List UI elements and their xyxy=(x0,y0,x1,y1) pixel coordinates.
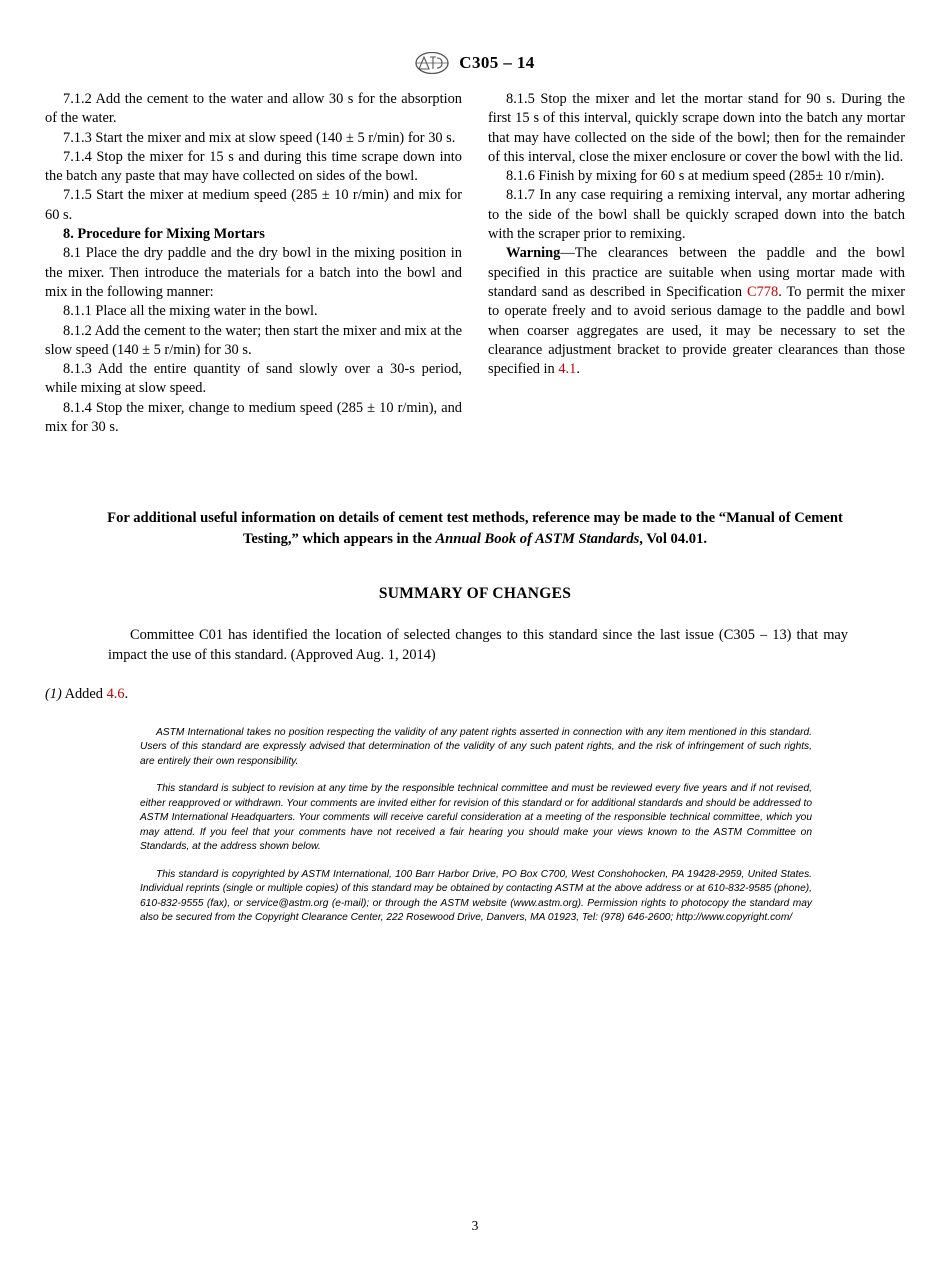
legal-copyright-paragraph: This standard is copyrighted by ASTM International, 100 Barr Harbor Drive, PO Box C700, West Conshohocken, PA 19428-2959, United States. Individual reprints (single or multiple copies) of this standard may be obtained by contacting ASTM at the above address or at 610-832-9585 (phone), 610-832-9555 (fax), or service@astm.org (e-mail); or through the ASTM website (www.astm.org). Permission rights to photocopy the standard may also be secured from the Copyright Clearance Center, 222 Rosewood Drive, Danvers, MA 01923, Tel: (978) 646-2600; http://www.copyright.com/ xyxy=(140,868,812,924)
link-4-1[interactable]: 4.1 xyxy=(558,361,577,378)
summary-of-changes-item xyxy=(45,686,745,703)
paragraph-7-1-5: 7.1.5 Start the mixer at medium speed (285 ± 10 r/min) and mix for 60 s. xyxy=(45,187,462,223)
summary-of-changes-title: SUMMARY OF CHANGES xyxy=(378,585,572,602)
addnote-italic-title: Annual Book of ASTM Standards xyxy=(435,530,640,547)
summary-of-changes-body xyxy=(108,626,848,666)
paragraph-8-1-7: 8.1.7 In any case requiring a remixing interval, any mortar adhering to the side of the bowl shall be quickly scraped down into the batch with the scraper prior to remixing. xyxy=(488,187,905,243)
paragraph-7-1-2: 7.1.2 Add the cement to the water and allow 30 s for the absorption of the water. xyxy=(45,91,462,127)
summary-of-changes-paragraph: Committee C01 has identified the location of selected changes to this standard since the last issue (C305 – 13) that may impact the use of this standard. (Approved Aug. 1, 2014) xyxy=(108,627,848,663)
section-8-heading: 8. Procedure for Mixing Mortars xyxy=(63,226,265,243)
additional-information-note xyxy=(45,508,905,549)
paragraph-8-1-3: 8.1.3 Add the entire quantity of sand slowly over a 30-s period, while mixing at slow speed. xyxy=(45,361,462,397)
paragraph-8-1-2: 8.1.2 Add the cement to the water; then start the mixer and mix at the slow speed (140 ± 5 r/min) for 30 s. xyxy=(45,322,462,358)
legal-revision-paragraph: This standard is subject to revision at any time by the responsible technical committee and must be reviewed every five years and if not revised, either reapproved or withdrawn. Your comments are invited either for revision of this standard or for additional standards and should be addressed to ASTM International Headquarters. Your comments will receive careful consideration at a meeting of the responsible technical committee, which you may attend. If you feel that your comments have not received a fair hearing you should make your views known to the ASTM Committee on Standards, at the address shown below. xyxy=(140,783,812,853)
legal-notices xyxy=(140,726,812,939)
warning-text-1: —The clearances between the paddle and the bowl specified in this practice are suitable when using mortar made with standard sand as described in Specification xyxy=(488,245,905,300)
addnote-line1: For additional useful information on details of cement test methods, reference may be made to the “Manual of Cement xyxy=(107,510,843,526)
right-column xyxy=(488,90,905,437)
astm-logo xyxy=(415,52,449,74)
standard-designation: C305 – 14 xyxy=(459,53,535,72)
body-columns xyxy=(45,90,905,437)
link-c778[interactable]: C778 xyxy=(747,283,779,300)
paragraph-8-1: 8.1 Place the dry paddle and the dry bowl in the mixing position in the mixer. Then introduce the materials for a batch into the bowl and mix in the following manner: xyxy=(45,245,462,300)
soc-item-text-b: . xyxy=(124,686,129,702)
warning-label: Warning xyxy=(506,245,561,262)
paragraph-7-1-3: 7.1.3 Start the mixer and mix at slow speed (140 ± 5 r/min) for 30 s. xyxy=(63,129,456,146)
paragraph-8-1-1: 8.1.1 Place all the mixing water in the bowl. xyxy=(63,303,318,320)
addnote-line2-a: Testing,” which appears in the xyxy=(242,530,436,547)
page-number: 3 xyxy=(471,1218,479,1233)
paragraph-8-1-4: 8.1.4 Stop the mixer, change to medium speed (285 ± 10 r/min), and mix for 30 s. xyxy=(45,399,462,436)
legal-patent-paragraph: ASTM International takes no position respecting the validity of any patent rights asserted in connection with any item mentioned in this standard. Users of this standard are expressly advised that determination of the validity of any such patent rights, and the risk of infringement of such rights, are entirely their own responsibility. xyxy=(140,727,812,767)
addnote-line2-b: , Vol 04.01. xyxy=(639,530,708,547)
page-header xyxy=(0,52,950,74)
paragraph-8-1-5: 8.1.5 Stop the mixer and let the mortar stand for 90 s. During the first 15 s of this interval, quickly scrape down into the batch any mortar that may have collected on the side of the bowl; then for the remainder of this interval, close the mixer enclosure or cover the bowl with the lid. xyxy=(488,91,905,165)
link-4-6[interactable]: 4.6 xyxy=(106,686,125,702)
paragraph-7-1-4: 7.1.4 Stop the mixer for 15 s and during this time scrape down into the batch any paste that may have collected on sides of the bowl. xyxy=(45,148,462,185)
soc-item-text-a: Added xyxy=(61,686,107,702)
warning-text-3: . xyxy=(576,361,580,378)
warning-paragraph xyxy=(488,244,905,379)
left-column xyxy=(45,90,462,437)
soc-item-number: (1) xyxy=(45,686,62,702)
warning-text-2: . To permit the mixer to operate freely and to avoid serious damage to the paddle and bowl when coarser aggregates are used, it may be necessary to set the clearance adjustment bracket to provide greater clearances than those specified in xyxy=(488,283,905,378)
paragraph-8-1-6: 8.1.6 Finish by mixing for 60 s at medium speed (285± 10 r/min). xyxy=(506,168,885,185)
